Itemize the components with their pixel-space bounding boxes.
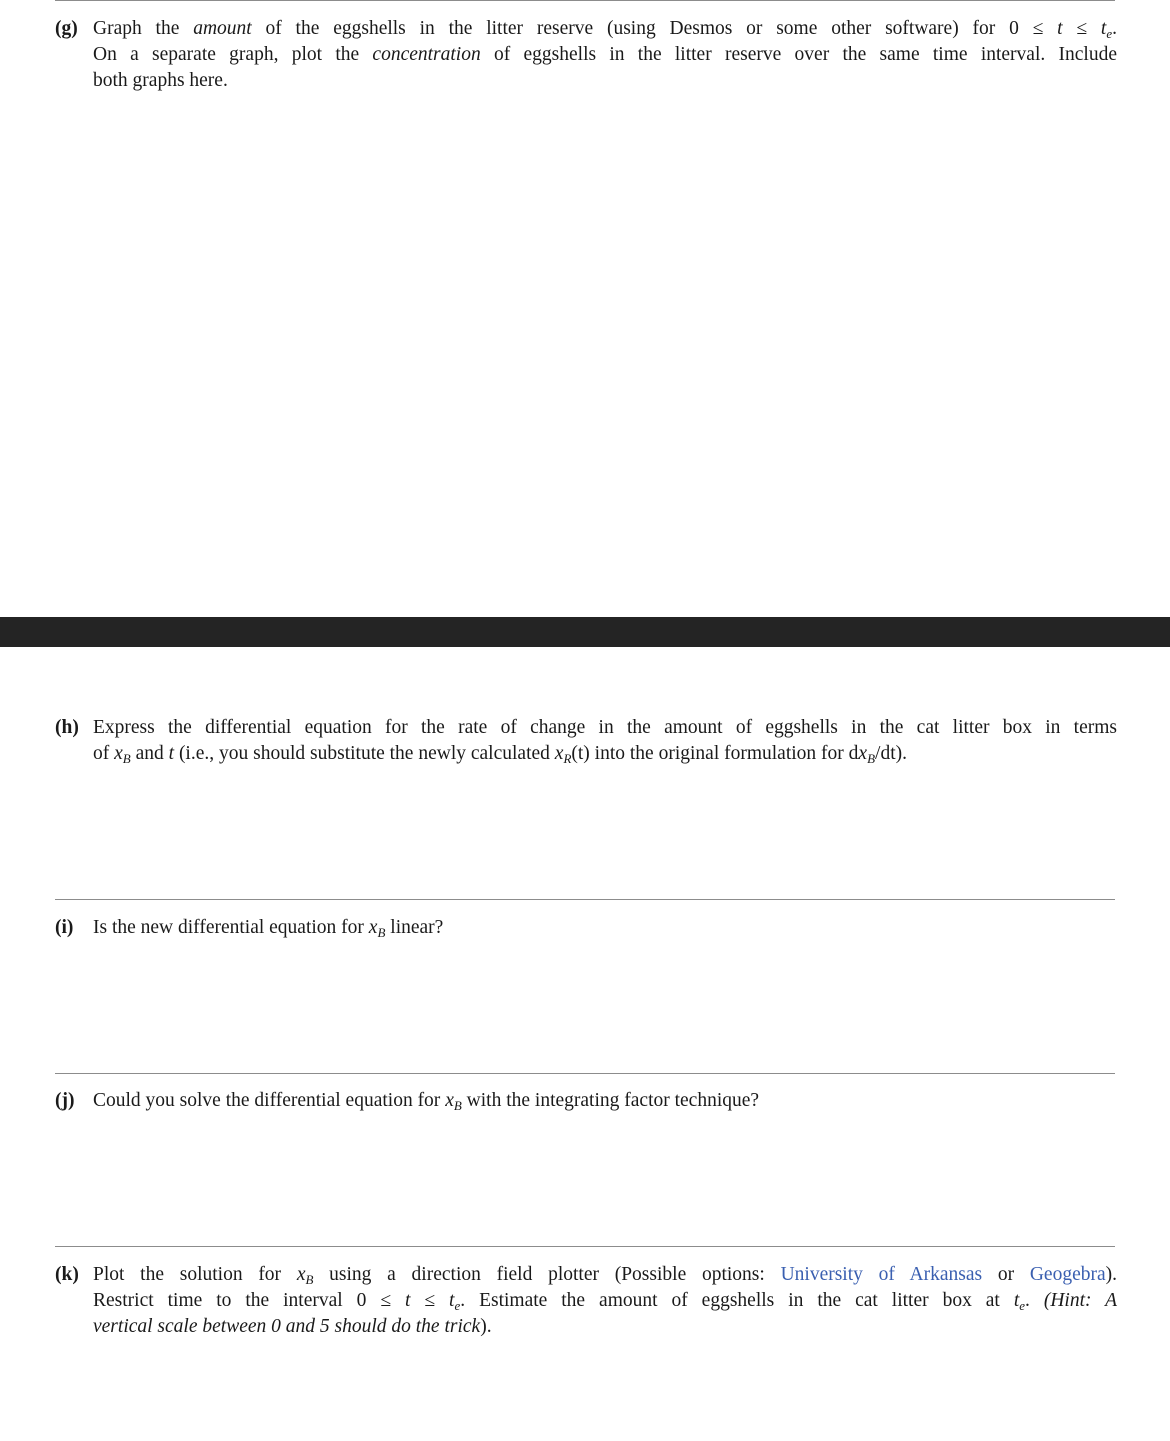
question-g-label: (g): [55, 18, 78, 39]
question-k: [55, 1262, 1117, 1340]
question-g: [55, 16, 1117, 94]
question-g-line-1: (g) Graph the amount of the eggshells in the litter reserve (using Desmos or some other software) for $0 \le t \le t_e$.: [55, 18, 1117, 41]
divider-i-j: [55, 1073, 1115, 1074]
question-h: [55, 715, 1117, 767]
divider-j-k: [55, 1246, 1115, 1247]
question-j-line-1: (j) Could you solve the differential equation for $x_B$ with the integrating factor technique?: [55, 1090, 760, 1113]
question-i-line-1: (i) Is the new differential equation for $x_B$ linear?: [55, 917, 444, 940]
top-rule: [55, 0, 1115, 1]
question-k-line-2: Restrict time to the interval $0 \le t \le t_e$. Estimate the amount of eggshells in the cat litter box at $t_e$. (Hint: A: [93, 1290, 1118, 1313]
question-g-line-3: both graphs here.: [93, 70, 228, 91]
geogebra-link[interactable]: Geogebra: [1029, 1264, 1106, 1285]
page-break-band: [0, 617, 1170, 647]
question-k-line-3: vertical scale between 0 and 5 should do the trick).: [93, 1316, 492, 1337]
question-h-line-2: of $x_B$ and t (i.e., you should substitute the newly calculated $x_R(t)$ into the original formulation for $dx_B/dt$).: [93, 743, 907, 766]
question-h-line-1: (h) Express the differential equation for the rate of change in the amount of eggshells in the cat litter box in terms: [55, 715, 1117, 741]
question-k-label: (k): [55, 1264, 79, 1285]
question-i: [55, 915, 1117, 941]
question-g-line-2: On a separate graph, plot the concentration of eggshells in the litter reserve over the same time interval. Include: [93, 44, 1117, 65]
question-i-label: (i): [55, 917, 74, 938]
university-of-arkansas-link[interactable]: University of Arkansas: [780, 1264, 983, 1285]
divider-h-i: [55, 899, 1115, 900]
question-j-label: (j): [55, 1090, 75, 1111]
question-k-line-1: (k) Plot the solution for $x_B$ using a direction field plotter (Possible options: University of Arkansas or Geogebra).: [55, 1264, 1118, 1287]
question-j: [55, 1088, 1117, 1114]
question-h-label: (h): [55, 717, 79, 738]
